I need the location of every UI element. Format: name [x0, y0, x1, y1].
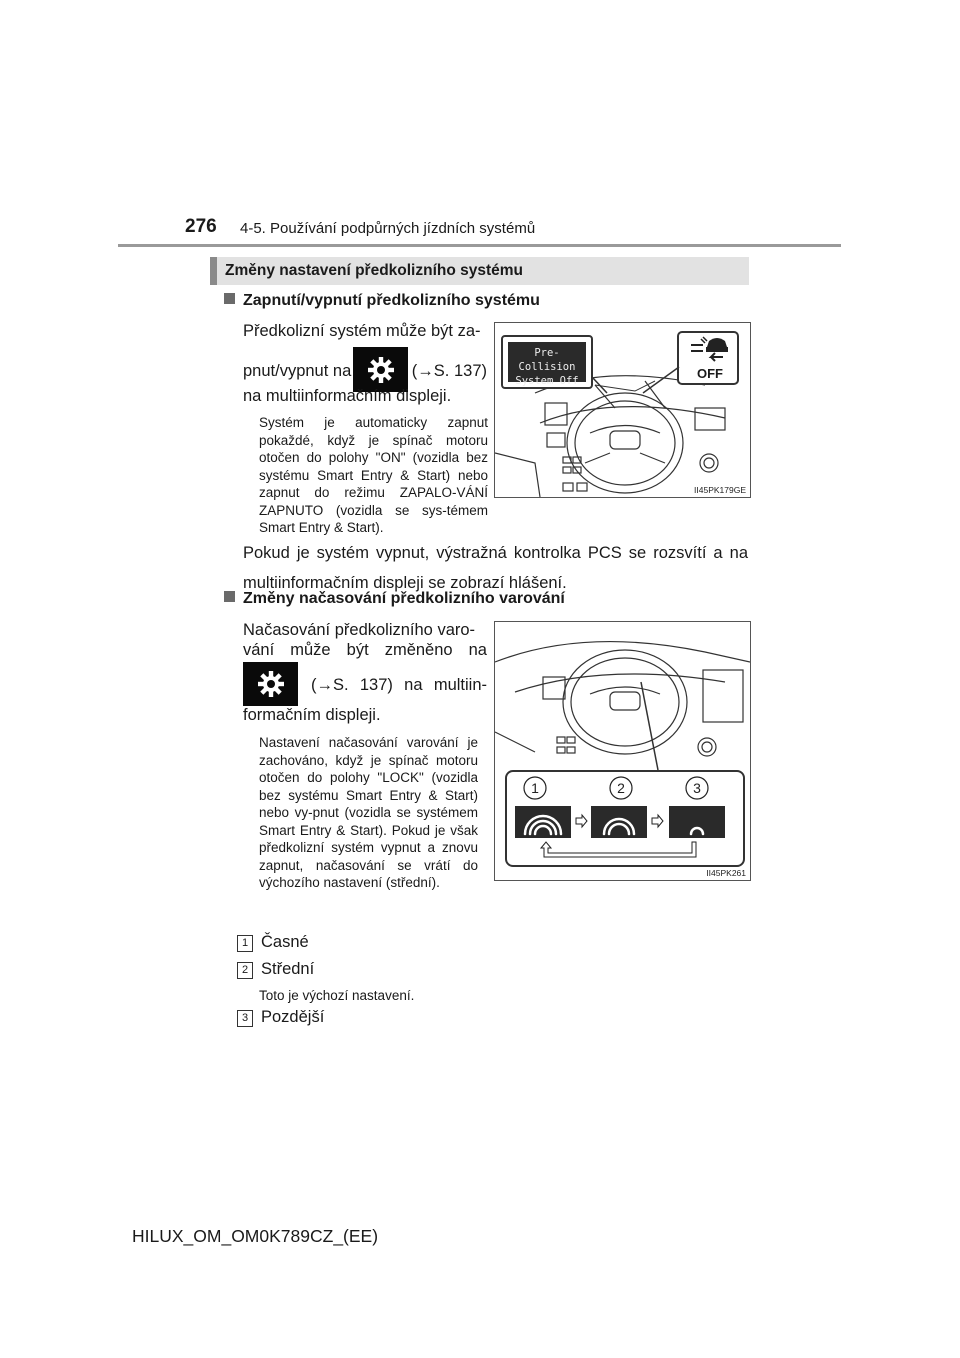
section-heading-text: Změny nastavení předkolizního systému	[225, 262, 524, 279]
s1-line2b: (→S. 137)	[411, 362, 487, 380]
callout-num-2: 2	[617, 780, 625, 796]
s2-line3b: (→S. 137) na multiin-	[311, 676, 487, 694]
figure-code: II45PK179GE	[694, 485, 746, 495]
s2-line1: Načasování předkolizního varo-	[243, 621, 476, 639]
subsection-title-1-text: Zapnutí/vypnutí předkolizního systému	[243, 292, 540, 309]
warning-timing-figure	[494, 621, 751, 881]
footer-code: HILUX_OM_OM0K789CZ_(EE)	[132, 1226, 379, 1246]
list-item	[237, 1003, 324, 1031]
s2-line4: formačním displeji.	[243, 706, 381, 724]
pcs-off-figure	[494, 322, 751, 498]
callout-num-1: 1	[531, 780, 539, 796]
s1-note: Systém je automaticky zapnut pokaždé, když je spínač motoru otočen do polohy "ON" (vozidla bez systému Smart Entry & Start) nebo zapnut do režimu ZAPALO-VÁNÍ ZAPNUTO (vozidla se sys-témem Smart Entry & Start).	[259, 415, 488, 535]
warning-timing-icon	[507, 772, 743, 865]
indicator-off-text: OFF	[697, 366, 723, 381]
subsection-title-1	[224, 292, 540, 310]
callout-num-3: 3	[693, 780, 701, 796]
section-heading	[210, 257, 749, 285]
s1-line2a: pnut/vypnut na	[243, 362, 352, 380]
callout-leaders	[495, 323, 750, 497]
gear-icon	[256, 669, 286, 699]
settings-button	[243, 662, 298, 706]
item-label: Časné	[261, 933, 309, 951]
item-note: Toto je výchozí nastavení.	[259, 988, 415, 1003]
item-label: Střední	[261, 960, 315, 978]
chapter-title: 4-5. Používání podpůrných jízdních systémů	[240, 220, 536, 237]
display-line1: Pre-Collision	[518, 347, 576, 373]
item-number: 2	[237, 962, 253, 979]
header-rule	[118, 244, 841, 247]
timing-callout	[505, 770, 745, 867]
item-number: 3	[237, 1010, 253, 1027]
item-number: 1	[237, 935, 253, 952]
square-bullet-icon	[224, 293, 235, 304]
s1-after-text: Pokud je systém vypnut, výstražná kontrolka PCS se rozsvítí a na multiinformačním displeji se zobrazí hlášení.	[243, 544, 748, 592]
s1-line3: na multiinformačním displeji.	[243, 387, 452, 405]
page-number: 276	[185, 216, 217, 237]
list-item	[237, 955, 314, 983]
item-label: Pozdější	[261, 1008, 325, 1026]
subsection-title-2-text: Změny načasování předkolizního varování	[243, 590, 565, 607]
figure-code: II45PK261	[706, 868, 746, 878]
list-item	[237, 928, 309, 956]
square-bullet-icon	[224, 591, 235, 602]
s1-line1: Předkolizní systém může být za-	[243, 322, 481, 340]
display-line2: System Off	[515, 375, 579, 387]
gear-icon	[366, 355, 396, 385]
subsection-title-2	[224, 590, 565, 608]
s2-note: Nastavení načasování varování je zachováno, když je spínač motoru otočen do polohy "LOCK" (vozidla bez systému Smart Entry & Start) nebo vy-pnut (vozidla se systémem Smart Entry & Start). Pokud je však předkolizní systém vypnut a znovu zapnut, načasování se vrátí do výchozího nastavení (střední).	[259, 735, 478, 890]
s2-line2: vání může být změněno na	[243, 641, 487, 659]
